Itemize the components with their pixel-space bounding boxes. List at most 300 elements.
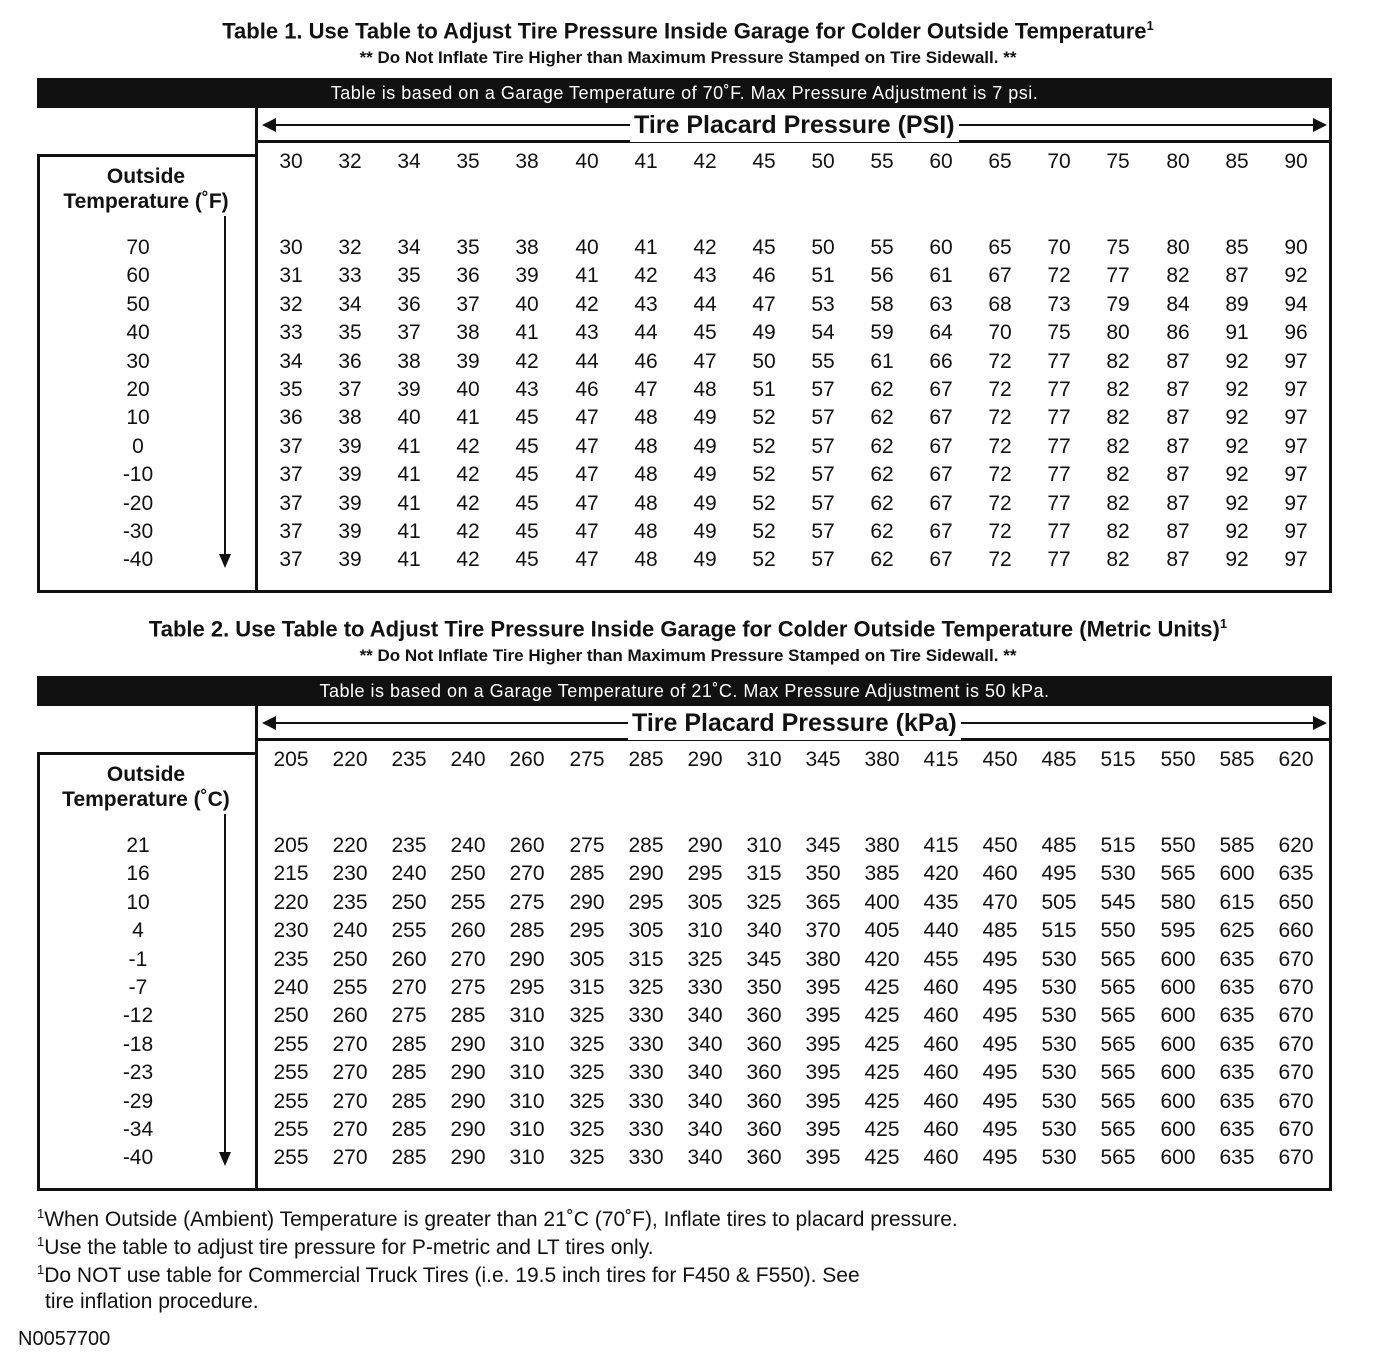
table-cell: 345 (746, 948, 782, 971)
axis-arrow-right-head (1313, 118, 1327, 132)
table-cell: 290 (450, 1118, 486, 1141)
table-cell: 49 (752, 321, 776, 344)
table-cell: 435 (923, 891, 959, 914)
row-temperature: 30 (126, 350, 150, 373)
table-cell: 70 (1047, 236, 1071, 259)
table-cell: 92 (1225, 406, 1249, 429)
table-cell: 425 (864, 1146, 900, 1169)
table-cell: 38 (456, 321, 480, 344)
table-cell: 42 (515, 350, 539, 373)
table-cell: 310 (509, 1090, 545, 1113)
row-temperature: -7 (128, 976, 148, 999)
table-cell: 38 (338, 406, 362, 429)
table-cell: 92 (1225, 350, 1249, 373)
table-cell: 455 (923, 948, 959, 971)
column-header: 45 (752, 150, 776, 173)
table-cell: 485 (1041, 834, 1077, 857)
table-cell: 340 (687, 1118, 723, 1141)
axis-arrow-left-head (262, 716, 276, 730)
table-cell: 35 (338, 321, 362, 344)
table-cell: 325 (569, 1004, 605, 1027)
table-cell: 38 (515, 236, 539, 259)
table-cell: 46 (575, 378, 599, 401)
table-cell: 290 (450, 1090, 486, 1113)
column-header: 40 (575, 150, 599, 173)
table-cell: 42 (456, 492, 480, 515)
table-cell: 62 (870, 435, 894, 458)
axis-label: Tire Placard Pressure (PSI) (630, 108, 959, 142)
table-cell: 41 (397, 520, 421, 543)
table-cell: 530 (1100, 862, 1136, 885)
table-cell: 39 (338, 435, 362, 458)
table-cell: 48 (693, 378, 717, 401)
table-cell: 77 (1047, 435, 1071, 458)
table-cell: 92 (1284, 264, 1308, 287)
table-cell: 64 (929, 321, 953, 344)
table-cell: 39 (338, 520, 362, 543)
table-cell: 52 (752, 520, 776, 543)
table-cell: 670 (1278, 1004, 1314, 1027)
table-cell: 67 (929, 435, 953, 458)
table-cell: 290 (569, 891, 605, 914)
table-cell: 365 (805, 891, 841, 914)
table-cell: 37 (279, 548, 303, 571)
table-cell: 295 (509, 976, 545, 999)
table-cell: 530 (1041, 1061, 1077, 1084)
table-cell: 42 (456, 435, 480, 458)
column-header: 285 (628, 748, 664, 771)
table-cell: 37 (279, 435, 303, 458)
table-cell: 360 (746, 1146, 782, 1169)
table-cell: 80 (1166, 236, 1190, 259)
column-header: 620 (1278, 748, 1314, 771)
table-cell: 460 (923, 1090, 959, 1113)
table1-subtitle: ** Do Not Inflate Tire Higher than Maximum Pressure Stamped on Tire Sidewall. ** (359, 48, 1017, 67)
table-cell: 600 (1160, 1004, 1196, 1027)
table-cell: 49 (693, 435, 717, 458)
table-cell: 600 (1160, 948, 1196, 971)
table-cell: 670 (1278, 948, 1314, 971)
table-cell: 52 (752, 548, 776, 571)
table-cell: 57 (811, 520, 835, 543)
table-cell: 310 (509, 1061, 545, 1084)
row-temperature: -18 (122, 1033, 154, 1056)
table-cell: 330 (628, 1146, 664, 1169)
table-cell: 495 (982, 1004, 1018, 1027)
table-cell: 325 (569, 1118, 605, 1141)
column-header: 220 (332, 748, 368, 771)
table-cell: 260 (450, 919, 486, 942)
table-cell: 515 (1100, 834, 1136, 857)
table-cell: 42 (456, 520, 480, 543)
column-header: 260 (509, 748, 545, 771)
table-cell: 550 (1160, 834, 1196, 857)
table-cell: 41 (634, 236, 658, 259)
row-temperature: 20 (126, 378, 150, 401)
table-cell: 330 (687, 976, 723, 999)
table-cell: 255 (273, 1146, 309, 1169)
table-cell: 350 (805, 862, 841, 885)
table-cell: 285 (391, 1090, 427, 1113)
table-cell: 36 (279, 406, 303, 429)
column-header: 35 (456, 150, 480, 173)
table-cell: 600 (1160, 1033, 1196, 1056)
table-cell: 47 (752, 293, 776, 316)
table-cell: 82 (1106, 548, 1130, 571)
table-cell: 45 (515, 492, 539, 515)
table-cell: 45 (752, 236, 776, 259)
row-temperature: -10 (122, 463, 154, 486)
table-cell: 43 (515, 378, 539, 401)
table-cell: 325 (569, 1090, 605, 1113)
table-cell: 635 (1219, 1118, 1255, 1141)
table-cell: 530 (1041, 1090, 1077, 1113)
table-cell: 42 (634, 264, 658, 287)
table-cell: 360 (746, 1004, 782, 1027)
table-cell: 565 (1100, 1118, 1136, 1141)
table-cell: 205 (273, 834, 309, 857)
table-cell: 42 (693, 236, 717, 259)
table-cell: 285 (391, 1146, 427, 1169)
table-cell: 395 (805, 1118, 841, 1141)
table-cell: 240 (450, 834, 486, 857)
table-cell: 54 (811, 321, 835, 344)
table-cell: 600 (1160, 1090, 1196, 1113)
table-cell: 62 (870, 548, 894, 571)
row-temperature: 50 (126, 293, 150, 316)
table-cell: 530 (1041, 976, 1077, 999)
table-cell: 565 (1100, 948, 1136, 971)
column-header: 60 (929, 150, 953, 173)
table-cell: 86 (1166, 321, 1190, 344)
table-cell: 67 (929, 463, 953, 486)
table-cell: 62 (870, 520, 894, 543)
row-temperature: -29 (122, 1090, 154, 1113)
table-cell: 77 (1047, 378, 1071, 401)
table-cell: 41 (397, 435, 421, 458)
table-cell: 345 (805, 834, 841, 857)
table-cell: 395 (805, 1146, 841, 1169)
table-cell: 82 (1166, 264, 1190, 287)
table-cell: 94 (1284, 293, 1308, 316)
table-cell: 260 (332, 1004, 368, 1027)
axis-label: Tire Placard Pressure (kPa) (628, 706, 961, 740)
table-cell: 47 (693, 350, 717, 373)
table-cell: 42 (575, 293, 599, 316)
row-temperature: -34 (122, 1118, 154, 1141)
table-cell: 505 (1041, 891, 1077, 914)
axis-arrow (262, 706, 1327, 740)
table-cell: 49 (693, 548, 717, 571)
table-cell: 270 (332, 1118, 368, 1141)
table-cell: 41 (515, 321, 539, 344)
column-header: 450 (982, 748, 1018, 771)
table-cell: 635 (1219, 948, 1255, 971)
table-cell: 39 (397, 378, 421, 401)
figure-id: N0057700 (18, 1328, 111, 1350)
table-cell: 40 (575, 236, 599, 259)
table-cell: 220 (332, 834, 368, 857)
table-cell: 43 (634, 293, 658, 316)
table-cell: 425 (864, 1033, 900, 1056)
table-cell: 30 (279, 236, 303, 259)
table-cell: 635 (1278, 862, 1314, 885)
table-cell: 305 (628, 919, 664, 942)
table-cell: 515 (1041, 919, 1077, 942)
footnote-2: $^1$Use the table to adjust tire pressure for P-metric and LT tires only. (37, 1234, 654, 1259)
table-cell: 92 (1225, 520, 1249, 543)
table-cell: 285 (569, 862, 605, 885)
table-cell: 89 (1225, 293, 1249, 316)
table-cell: 82 (1106, 406, 1130, 429)
table-cell: 36 (456, 264, 480, 287)
table-cell: 57 (811, 406, 835, 429)
table-cell: 32 (279, 293, 303, 316)
table-cell: 39 (338, 548, 362, 571)
table-cell: 360 (746, 1061, 782, 1084)
table-cell: 87 (1166, 350, 1190, 373)
footnote-1: $^1$When Outside (Ambient) Temperature is greater than 21˚C (70˚F), Inflate tires to placard pressure. (37, 1206, 958, 1231)
table-cell: 290 (509, 948, 545, 971)
column-header: 34 (397, 150, 421, 173)
table-cell: 395 (805, 1004, 841, 1027)
table-cell: 87 (1166, 406, 1190, 429)
table-cell: 57 (811, 492, 835, 515)
table-cell: 52 (752, 435, 776, 458)
table-cell: 34 (338, 293, 362, 316)
table-cell: 600 (1160, 1061, 1196, 1084)
column-header: 41 (634, 150, 658, 173)
table-cell: 425 (864, 1118, 900, 1141)
table-cell: 59 (870, 321, 894, 344)
table-cell: 72 (988, 435, 1012, 458)
column-header: 32 (338, 150, 362, 173)
table-cell: 39 (456, 350, 480, 373)
table-cell: 440 (923, 919, 959, 942)
table-cell: 385 (864, 862, 900, 885)
table-cell: 360 (746, 1118, 782, 1141)
table-cell: 45 (515, 548, 539, 571)
table-cell: 530 (1041, 948, 1077, 971)
table-cell: 325 (569, 1061, 605, 1084)
table-cell: 310 (509, 1146, 545, 1169)
table-cell: 670 (1278, 976, 1314, 999)
table-cell: 250 (332, 948, 368, 971)
table-cell: 565 (1100, 976, 1136, 999)
axis-arrow-right-head (1313, 716, 1327, 730)
table-cell: 48 (634, 463, 658, 486)
row-temperature: 0 (132, 435, 144, 458)
table-cell: 49 (693, 492, 717, 515)
table-cell: 235 (332, 891, 368, 914)
table-cell: 87 (1166, 520, 1190, 543)
table-cell: 670 (1278, 1061, 1314, 1084)
row-header-title: Outside (106, 763, 186, 786)
table-cell: 61 (929, 264, 953, 287)
table-cell: 97 (1284, 463, 1308, 486)
table-cell: 97 (1284, 350, 1308, 373)
table-cell: 340 (687, 1146, 723, 1169)
table-cell: 660 (1278, 919, 1314, 942)
table-cell: 47 (575, 406, 599, 429)
table-cell: 62 (870, 406, 894, 429)
table-cell: 255 (273, 1033, 309, 1056)
table-cell: 285 (509, 919, 545, 942)
table-cell: 290 (450, 1033, 486, 1056)
column-header: 290 (687, 748, 723, 771)
table-cell: 235 (391, 834, 427, 857)
table-cell: 92 (1225, 463, 1249, 486)
table-cell: 530 (1041, 1033, 1077, 1056)
row-temperature: -20 (122, 492, 154, 515)
table-cell: 97 (1284, 520, 1308, 543)
row-header-title: Temperature (˚C) (62, 788, 230, 811)
table-cell: 80 (1106, 321, 1130, 344)
table-cell: 92 (1225, 378, 1249, 401)
table-cell: 255 (391, 919, 427, 942)
table2-subtitle: ** Do Not Inflate Tire Higher than Maximum Pressure Stamped on Tire Sidewall. ** (359, 646, 1017, 665)
table-cell: 240 (391, 862, 427, 885)
table-cell: 290 (687, 834, 723, 857)
table-cell: 77 (1047, 520, 1071, 543)
table-cell: 48 (634, 406, 658, 429)
table-cell: 52 (752, 492, 776, 515)
table-cell: 33 (338, 264, 362, 287)
row-temperature: -30 (122, 520, 154, 543)
table-cell: 290 (628, 862, 664, 885)
table-cell: 35 (456, 236, 480, 259)
table-cell: 495 (982, 1118, 1018, 1141)
table-cell: 470 (982, 891, 1018, 914)
table-cell: 37 (456, 293, 480, 316)
table-cell: 340 (687, 1033, 723, 1056)
table-cell: 37 (279, 463, 303, 486)
row-temperature: -40 (122, 548, 154, 571)
table-cell: 41 (397, 548, 421, 571)
table-cell: 44 (575, 350, 599, 373)
table2 (37, 676, 1332, 1191)
table-cell: 47 (575, 463, 599, 486)
table-cell: 460 (923, 1061, 959, 1084)
table-cell: 72 (988, 548, 1012, 571)
table-cell: 380 (805, 948, 841, 971)
table-cell: 45 (515, 520, 539, 543)
table-banner: Table is based on a Garage Temperature of 70˚F. Max Pressure Adjustment is 7 psi. (37, 78, 1332, 108)
table-cell: 495 (1041, 862, 1077, 885)
table-cell: 57 (811, 463, 835, 486)
row-temperature: 40 (126, 321, 150, 344)
table-cell: 49 (693, 520, 717, 543)
table-cell: 250 (391, 891, 427, 914)
table-cell: 255 (273, 1090, 309, 1113)
column-header: 80 (1166, 150, 1190, 173)
table-cell: 460 (923, 1118, 959, 1141)
row-temperature: -23 (122, 1061, 154, 1084)
table-cell: 215 (273, 862, 309, 885)
table-cell: 275 (569, 834, 605, 857)
table-cell: 40 (397, 406, 421, 429)
footnote-3-continuation: tire inflation procedure. (45, 1290, 259, 1313)
column-header: 75 (1106, 150, 1130, 173)
row-temperature: -1 (128, 948, 148, 971)
table-cell: 395 (805, 1033, 841, 1056)
row-temperature: 16 (126, 862, 150, 885)
table-cell: 600 (1160, 1146, 1196, 1169)
table-cell: 545 (1100, 891, 1136, 914)
row-temperature: -40 (122, 1146, 154, 1169)
column-header: 50 (811, 150, 835, 173)
table-cell: 32 (338, 236, 362, 259)
table-cell: 270 (450, 948, 486, 971)
table-cell: 585 (1219, 834, 1255, 857)
table-cell: 220 (273, 891, 309, 914)
column-header: 38 (515, 150, 539, 173)
table-cell: 325 (569, 1146, 605, 1169)
table-cell: 70 (988, 321, 1012, 344)
table-cell: 82 (1106, 463, 1130, 486)
table-cell: 425 (864, 1090, 900, 1113)
table-cell: 495 (982, 948, 1018, 971)
table-cell: 615 (1219, 891, 1255, 914)
table-cell: 34 (397, 236, 421, 259)
table-cell: 425 (864, 1061, 900, 1084)
table-cell: 53 (811, 293, 835, 316)
table-cell: 350 (746, 976, 782, 999)
table-cell: 310 (687, 919, 723, 942)
table-cell: 43 (575, 321, 599, 344)
table-cell: 330 (628, 1033, 664, 1056)
table-cell: 295 (569, 919, 605, 942)
table-cell: 285 (391, 1061, 427, 1084)
table-cell: 77 (1047, 406, 1071, 429)
table-cell: 60 (929, 236, 953, 259)
axis-arrow-left-head (262, 118, 276, 132)
table-cell: 460 (923, 1004, 959, 1027)
table-cell: 72 (988, 492, 1012, 515)
table-cell: 44 (693, 293, 717, 316)
table-cell: 52 (752, 406, 776, 429)
table-cell: 340 (687, 1061, 723, 1084)
table-cell: 35 (397, 264, 421, 287)
table-cell: 46 (752, 264, 776, 287)
table-cell: 310 (746, 834, 782, 857)
table-cell: 46 (634, 350, 658, 373)
table-cell: 34 (279, 350, 303, 373)
table-cell: 580 (1160, 891, 1196, 914)
table-cell: 625 (1219, 919, 1255, 942)
column-header: 205 (273, 748, 309, 771)
table-cell: 82 (1106, 350, 1130, 373)
table-cell: 330 (628, 1004, 664, 1027)
table-cell: 460 (982, 862, 1018, 885)
table-cell: 40 (515, 293, 539, 316)
table-cell: 47 (575, 548, 599, 571)
table-cell: 420 (923, 862, 959, 885)
footnote-3: $^1$Do NOT use table for Commercial Truck Tires (i.e. 19.5 inch tires for F450 & F550). See (37, 1262, 860, 1287)
column-header: 235 (391, 748, 427, 771)
table-cell: 270 (509, 862, 545, 885)
table-cell: 565 (1160, 862, 1196, 885)
column-header: 485 (1041, 748, 1077, 771)
table-cell: 87 (1166, 492, 1190, 515)
table-cell: 48 (634, 435, 658, 458)
table-cell: 97 (1284, 435, 1308, 458)
table-cell: 330 (628, 1090, 664, 1113)
table-cell: 39 (515, 264, 539, 287)
table-cell: 41 (397, 463, 421, 486)
table-cell: 340 (746, 919, 782, 942)
table-cell: 43 (693, 264, 717, 287)
